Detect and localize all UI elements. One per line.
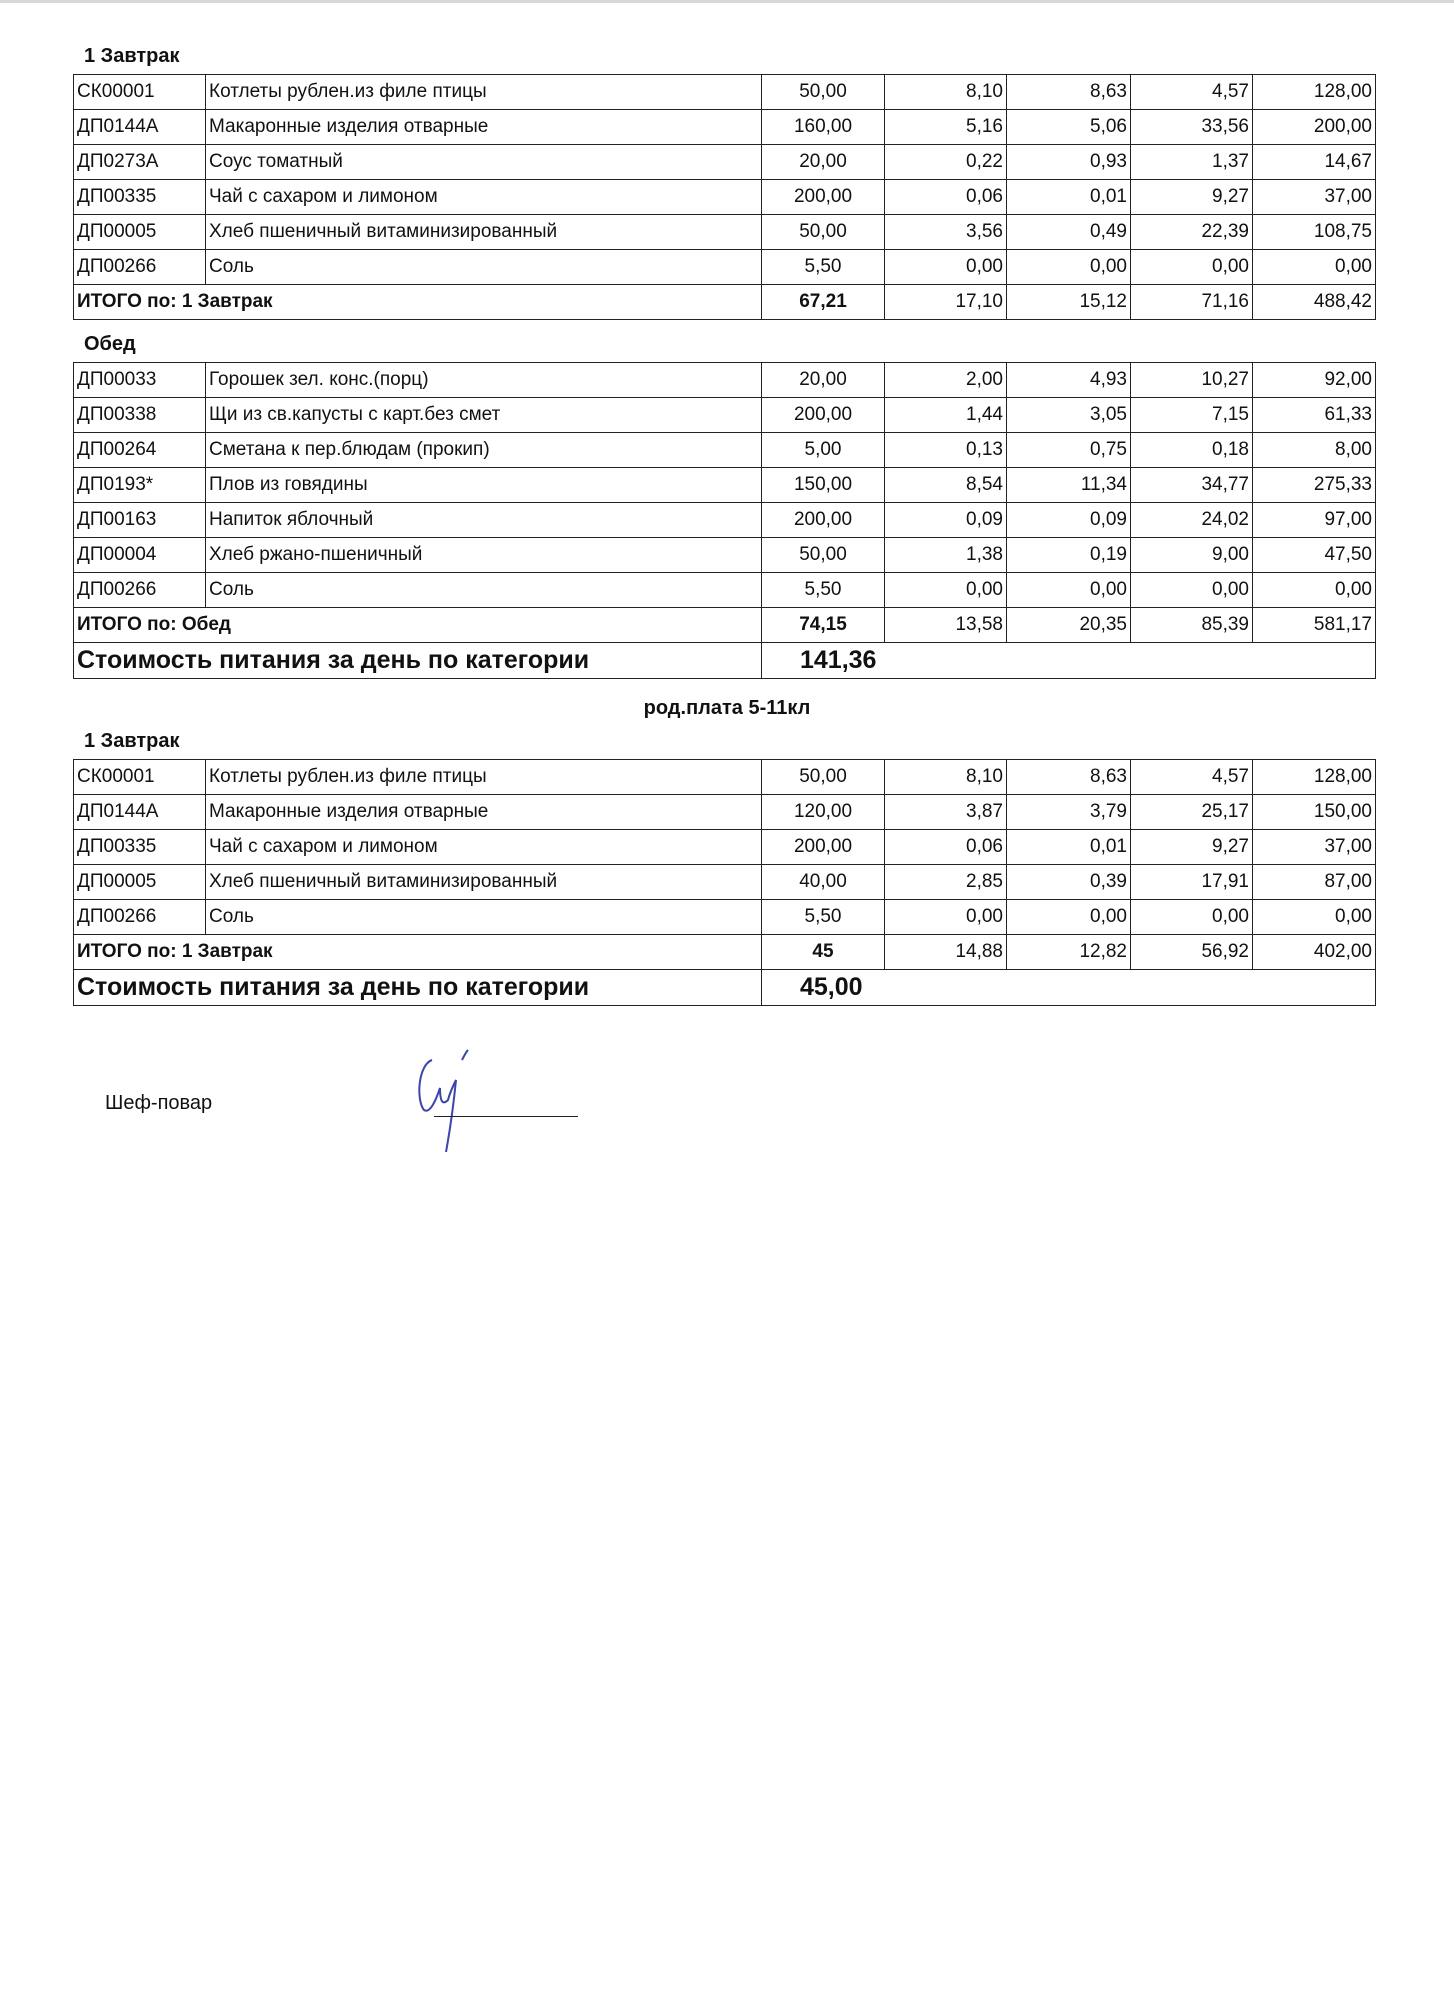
dish-cell: Соль: [206, 250, 762, 285]
protein-cell: 5,16: [885, 110, 1007, 145]
code-cell: ДП00005: [74, 215, 206, 250]
protein-cell: 0,13: [885, 433, 1007, 468]
calories-cell: 128,00: [1253, 75, 1376, 110]
carbs-cell: 0,00: [1131, 250, 1253, 285]
calories-cell: 150,00: [1253, 795, 1376, 830]
portion-cell: 200,00: [762, 503, 885, 538]
calories-cell: 87,00: [1253, 865, 1376, 900]
signature-line: [434, 1116, 578, 1117]
total-carbs: 56,92: [1131, 935, 1253, 970]
table-row: [74, 468, 1376, 503]
dish-cell: Котлеты рублен.из филе птицы: [206, 75, 762, 110]
calories-cell: 8,00: [1253, 433, 1376, 468]
fat-cell: 8,63: [1007, 760, 1131, 795]
dish-cell: Горошек зел. конс.(порц): [206, 363, 762, 398]
carbs-cell: 1,37: [1131, 145, 1253, 180]
carbs-cell: 9,27: [1131, 830, 1253, 865]
portion-cell: 50,00: [762, 215, 885, 250]
dish-cell: Хлеб пшеничный витаминизированный: [206, 215, 762, 250]
code-cell: ДП00266: [74, 573, 206, 608]
dish-cell: Соль: [206, 900, 762, 935]
carbs-cell: 0,00: [1131, 573, 1253, 608]
carbs-cell: 4,57: [1131, 75, 1253, 110]
category-title: род.плата 5-11кл: [643, 697, 811, 719]
code-cell: ДП00033: [74, 363, 206, 398]
calories-cell: 14,67: [1253, 145, 1376, 180]
carbs-cell: 33,56: [1131, 110, 1253, 145]
total-fat: 20,35: [1007, 608, 1131, 643]
daily-cost-label: Стоимость питания за день по категории: [74, 643, 762, 679]
total-protein: 13,58: [885, 608, 1007, 643]
dish-cell: Напиток яблочный: [206, 503, 762, 538]
total-label: ИТОГО по: Обед: [74, 608, 762, 643]
code-cell: ДП00335: [74, 830, 206, 865]
dish-cell: Чай с сахаром и лимоном: [206, 180, 762, 215]
portion-cell: 200,00: [762, 830, 885, 865]
protein-cell: 3,87: [885, 795, 1007, 830]
section-title-breakfast-1: 1 Завтрак: [84, 45, 180, 67]
protein-cell: 2,00: [885, 363, 1007, 398]
protein-cell: 0,06: [885, 830, 1007, 865]
portion-cell: 50,00: [762, 538, 885, 573]
code-cell: СК00001: [74, 760, 206, 795]
total-row: [74, 935, 1376, 970]
calories-cell: 37,00: [1253, 180, 1376, 215]
protein-cell: 8,10: [885, 760, 1007, 795]
protein-cell: 0,00: [885, 573, 1007, 608]
calories-cell: 0,00: [1253, 250, 1376, 285]
code-cell: ДП0144А: [74, 795, 206, 830]
portion-cell: 40,00: [762, 865, 885, 900]
fat-cell: 4,93: [1007, 363, 1131, 398]
portion-cell: 20,00: [762, 363, 885, 398]
breakfast-table-2: [73, 759, 1376, 1006]
carbs-cell: 34,77: [1131, 468, 1253, 503]
breakfast-table-1: [73, 74, 1376, 320]
calories-cell: 0,00: [1253, 573, 1376, 608]
signer-label: Шеф-повар: [105, 1092, 213, 1114]
total-protein: 14,88: [885, 935, 1007, 970]
protein-cell: 0,22: [885, 145, 1007, 180]
portion-cell: 5,00: [762, 433, 885, 468]
code-cell: ДП00163: [74, 503, 206, 538]
total-calories: 488,42: [1253, 285, 1376, 320]
code-cell: ДП00005: [74, 865, 206, 900]
portion-cell: 50,00: [762, 760, 885, 795]
table-row: [74, 398, 1376, 433]
dish-cell: Сметана к пер.блюдам (прокип): [206, 433, 762, 468]
daily-cost-row: [74, 970, 1376, 1006]
table-row: [74, 145, 1376, 180]
code-cell: ДП00335: [74, 180, 206, 215]
protein-cell: 0,09: [885, 503, 1007, 538]
fat-cell: 0,01: [1007, 830, 1131, 865]
carbs-cell: 9,00: [1131, 538, 1253, 573]
total-carbs: 71,16: [1131, 285, 1253, 320]
protein-cell: 1,44: [885, 398, 1007, 433]
dish-cell: Соус томатный: [206, 145, 762, 180]
total-portion: 74,15: [762, 608, 885, 643]
dish-cell: Щи из св.капусты с карт.без смет: [206, 398, 762, 433]
total-portion: 45: [762, 935, 885, 970]
table-row: [74, 110, 1376, 145]
carbs-cell: 25,17: [1131, 795, 1253, 830]
table-row: [74, 865, 1376, 900]
portion-cell: 20,00: [762, 145, 885, 180]
calories-cell: 128,00: [1253, 760, 1376, 795]
protein-cell: 3,56: [885, 215, 1007, 250]
carbs-cell: 17,91: [1131, 865, 1253, 900]
portion-cell: 120,00: [762, 795, 885, 830]
total-carbs: 85,39: [1131, 608, 1253, 643]
code-cell: ДП00338: [74, 398, 206, 433]
calories-cell: 0,00: [1253, 900, 1376, 935]
scan-edge: [0, 0, 1454, 3]
table-row: [74, 433, 1376, 468]
calories-cell: 37,00: [1253, 830, 1376, 865]
code-cell: СК00001: [74, 75, 206, 110]
fat-cell: 0,00: [1007, 900, 1131, 935]
fat-cell: 0,49: [1007, 215, 1131, 250]
calories-cell: 200,00: [1253, 110, 1376, 145]
protein-cell: 2,85: [885, 865, 1007, 900]
calories-cell: 61,33: [1253, 398, 1376, 433]
fat-cell: 5,06: [1007, 110, 1131, 145]
table-row: [74, 538, 1376, 573]
dish-cell: Котлеты рублен.из филе птицы: [206, 760, 762, 795]
section-title-lunch: Обед: [84, 333, 136, 355]
table-row: [74, 180, 1376, 215]
daily-cost-value: 45,00: [762, 970, 1376, 1006]
fat-cell: 3,79: [1007, 795, 1131, 830]
protein-cell: 1,38: [885, 538, 1007, 573]
carbs-cell: 4,57: [1131, 760, 1253, 795]
lunch-table: [73, 362, 1376, 679]
dish-cell: Макаронные изделия отварные: [206, 795, 762, 830]
code-cell: ДП00266: [74, 900, 206, 935]
fat-cell: 0,01: [1007, 180, 1131, 215]
table-row: [74, 900, 1376, 935]
fat-cell: 0,93: [1007, 145, 1131, 180]
total-portion: 67,21: [762, 285, 885, 320]
protein-cell: 0,00: [885, 250, 1007, 285]
fat-cell: 0,09: [1007, 503, 1131, 538]
daily-cost-label: Стоимость питания за день по категории: [74, 970, 762, 1006]
dish-cell: Соль: [206, 573, 762, 608]
fat-cell: 11,34: [1007, 468, 1131, 503]
portion-cell: 200,00: [762, 180, 885, 215]
dish-cell: Чай с сахаром и лимоном: [206, 830, 762, 865]
total-protein: 17,10: [885, 285, 1007, 320]
carbs-cell: 22,39: [1131, 215, 1253, 250]
portion-cell: 5,50: [762, 900, 885, 935]
fat-cell: 0,00: [1007, 250, 1131, 285]
fat-cell: 3,05: [1007, 398, 1131, 433]
signature: [410, 1040, 500, 1155]
total-label: ИТОГО по: 1 Завтрак: [74, 285, 762, 320]
carbs-cell: 7,15: [1131, 398, 1253, 433]
table-row: [74, 573, 1376, 608]
protein-cell: 0,00: [885, 900, 1007, 935]
carbs-cell: 24,02: [1131, 503, 1253, 538]
dish-cell: Хлеб ржано-пшеничный: [206, 538, 762, 573]
table-row: [74, 75, 1376, 110]
code-cell: ДП0193*: [74, 468, 206, 503]
portion-cell: 50,00: [762, 75, 885, 110]
daily-cost-row: [74, 643, 1376, 679]
dish-cell: Хлеб пшеничный витаминизированный: [206, 865, 762, 900]
carbs-cell: 0,18: [1131, 433, 1253, 468]
table-row: [74, 215, 1376, 250]
protein-cell: 0,06: [885, 180, 1007, 215]
table-row: [74, 363, 1376, 398]
portion-cell: 200,00: [762, 398, 885, 433]
calories-cell: 275,33: [1253, 468, 1376, 503]
section-title-breakfast-2: 1 Завтрак: [84, 730, 180, 752]
table-row: [74, 830, 1376, 865]
portion-cell: 150,00: [762, 468, 885, 503]
fat-cell: 0,00: [1007, 573, 1131, 608]
total-fat: 15,12: [1007, 285, 1131, 320]
table-row: [74, 250, 1376, 285]
code-cell: ДП0273А: [74, 145, 206, 180]
fat-cell: 0,75: [1007, 433, 1131, 468]
total-fat: 12,82: [1007, 935, 1131, 970]
total-row: [74, 285, 1376, 320]
fat-cell: 0,19: [1007, 538, 1131, 573]
carbs-cell: 9,27: [1131, 180, 1253, 215]
code-cell: ДП00266: [74, 250, 206, 285]
code-cell: ДП00264: [74, 433, 206, 468]
daily-cost-value: 141,36: [762, 643, 1376, 679]
code-cell: ДП00004: [74, 538, 206, 573]
table-row: [74, 795, 1376, 830]
calories-cell: 47,50: [1253, 538, 1376, 573]
code-cell: ДП0144А: [74, 110, 206, 145]
protein-cell: 8,54: [885, 468, 1007, 503]
dish-cell: Плов из говядины: [206, 468, 762, 503]
portion-cell: 160,00: [762, 110, 885, 145]
calories-cell: 92,00: [1253, 363, 1376, 398]
total-calories: 402,00: [1253, 935, 1376, 970]
total-row: [74, 608, 1376, 643]
dish-cell: Макаронные изделия отварные: [206, 110, 762, 145]
fat-cell: 0,39: [1007, 865, 1131, 900]
carbs-cell: 10,27: [1131, 363, 1253, 398]
fat-cell: 8,63: [1007, 75, 1131, 110]
carbs-cell: 0,00: [1131, 900, 1253, 935]
portion-cell: 5,50: [762, 573, 885, 608]
table-row: [74, 760, 1376, 795]
total-label: ИТОГО по: 1 Завтрак: [74, 935, 762, 970]
total-calories: 581,17: [1253, 608, 1376, 643]
calories-cell: 108,75: [1253, 215, 1376, 250]
portion-cell: 5,50: [762, 250, 885, 285]
calories-cell: 97,00: [1253, 503, 1376, 538]
table-row: [74, 503, 1376, 538]
protein-cell: 8,10: [885, 75, 1007, 110]
